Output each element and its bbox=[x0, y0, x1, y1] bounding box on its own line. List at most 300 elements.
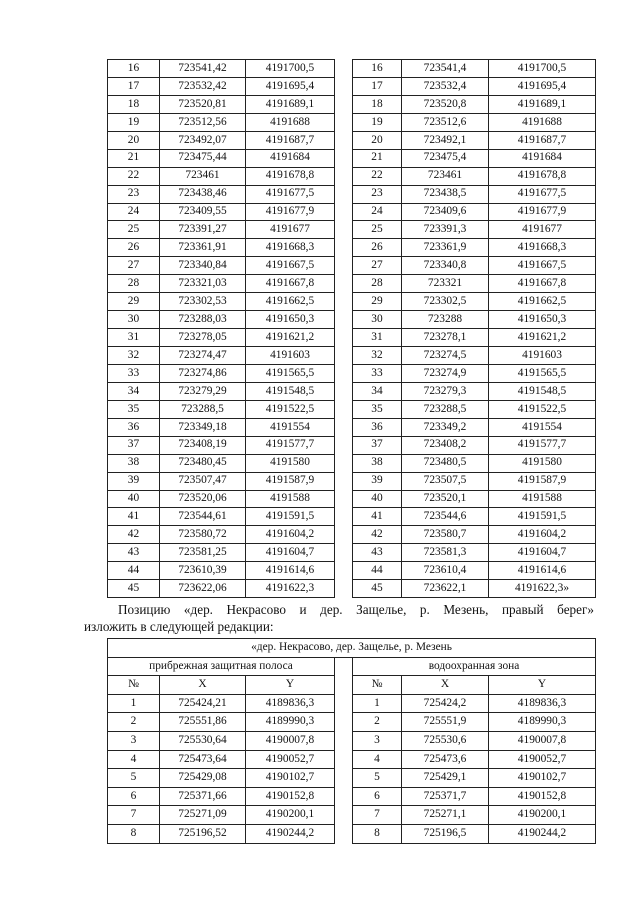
right-y-coordinate: 4191577,7 bbox=[489, 436, 596, 454]
column-header-row bbox=[108, 676, 596, 695]
left-y-coordinate: 4191604,7 bbox=[246, 544, 335, 562]
right-y-coordinate: 4191677,9 bbox=[489, 203, 596, 221]
right-x-coordinate: 723274,5 bbox=[402, 347, 489, 365]
header-y: Y bbox=[246, 676, 335, 695]
table-row bbox=[108, 347, 596, 365]
left-y-coordinate: 4191622,3 bbox=[246, 580, 335, 598]
left-y-coordinate: 4191522,5 bbox=[246, 400, 335, 418]
right-y-coordinate: 4191695,4 bbox=[489, 77, 596, 95]
right-x-coordinate: 723610,4 bbox=[402, 562, 489, 580]
header-number: № bbox=[108, 676, 160, 695]
left-point-number: 27 bbox=[108, 257, 160, 275]
column-gap bbox=[335, 436, 353, 454]
left-x-coordinate: 723288,03 bbox=[160, 311, 246, 329]
left-point-number: 38 bbox=[108, 454, 160, 472]
column-gap bbox=[335, 364, 353, 382]
left-point-number: 21 bbox=[108, 149, 160, 167]
left-x-coordinate: 723610,39 bbox=[160, 562, 246, 580]
right-point-number: 35 bbox=[353, 400, 402, 418]
header-number: № bbox=[353, 676, 402, 695]
right-point-number: 18 bbox=[353, 95, 402, 113]
left-zone-header: прибрежная защитная полоса bbox=[108, 657, 335, 676]
right-point-number: 36 bbox=[353, 418, 402, 436]
left-point-number: 36 bbox=[108, 418, 160, 436]
left-y-coordinate: 4191614,6 bbox=[246, 562, 335, 580]
left-x-coordinate: 723520,06 bbox=[160, 490, 246, 508]
right-x-coordinate: 725530,6 bbox=[402, 731, 489, 750]
right-x-coordinate: 725473,6 bbox=[402, 750, 489, 769]
header-x: X bbox=[160, 676, 246, 695]
left-point-number: 19 bbox=[108, 113, 160, 131]
right-y-coordinate: 4189990,3 bbox=[489, 713, 596, 732]
left-x-coordinate: 723408,19 bbox=[160, 436, 246, 454]
right-x-coordinate: 723580,7 bbox=[402, 526, 489, 544]
right-x-coordinate: 723480,5 bbox=[402, 454, 489, 472]
right-x-coordinate: 723408,2 bbox=[402, 436, 489, 454]
right-point-number: 29 bbox=[353, 293, 402, 311]
table-row bbox=[108, 544, 596, 562]
right-x-coordinate: 723302,5 bbox=[402, 293, 489, 311]
right-y-coordinate: 4191700,5 bbox=[489, 60, 596, 78]
left-y-coordinate: 4191621,2 bbox=[246, 329, 335, 347]
left-point-number: 40 bbox=[108, 490, 160, 508]
paragraph-line-2: изложить в следующей редакции: bbox=[84, 619, 274, 634]
right-x-coordinate: 725371,7 bbox=[402, 787, 489, 806]
right-point-number: 1 bbox=[353, 694, 402, 713]
coordinates-table-continued bbox=[107, 59, 596, 598]
right-x-coordinate: 725429,1 bbox=[402, 769, 489, 788]
table-row bbox=[108, 311, 596, 329]
table-row bbox=[108, 454, 596, 472]
column-gap bbox=[335, 203, 353, 221]
column-gap bbox=[335, 713, 353, 732]
table-row bbox=[108, 418, 596, 436]
right-y-coordinate: 4191588 bbox=[489, 490, 596, 508]
right-x-coordinate: 723532,4 bbox=[402, 77, 489, 95]
column-gap bbox=[335, 508, 353, 526]
right-x-coordinate: 723278,1 bbox=[402, 329, 489, 347]
table-title-row bbox=[108, 639, 596, 658]
right-y-coordinate: 4191604,7 bbox=[489, 544, 596, 562]
right-x-coordinate: 723288,5 bbox=[402, 400, 489, 418]
coordinates-table-body bbox=[108, 60, 596, 598]
left-y-coordinate: 4191677,9 bbox=[246, 203, 335, 221]
right-point-number: 27 bbox=[353, 257, 402, 275]
table-row bbox=[108, 806, 596, 825]
right-x-coordinate: 723507,5 bbox=[402, 472, 489, 490]
right-point-number: 38 bbox=[353, 454, 402, 472]
left-point-number: 7 bbox=[108, 806, 160, 825]
column-gap bbox=[335, 769, 353, 788]
column-gap bbox=[335, 131, 353, 149]
right-x-coordinate: 723544,6 bbox=[402, 508, 489, 526]
table-row bbox=[108, 149, 596, 167]
left-x-coordinate: 723520,81 bbox=[160, 95, 246, 113]
right-y-coordinate: 4191522,5 bbox=[489, 400, 596, 418]
left-point-number: 2 bbox=[108, 713, 160, 732]
left-y-coordinate: 4191688 bbox=[246, 113, 335, 131]
right-x-coordinate: 725196,5 bbox=[402, 824, 489, 843]
left-point-number: 34 bbox=[108, 382, 160, 400]
left-x-coordinate: 723581,25 bbox=[160, 544, 246, 562]
table-row bbox=[108, 731, 596, 750]
right-point-number: 43 bbox=[353, 544, 402, 562]
left-y-coordinate: 4191668,3 bbox=[246, 239, 335, 257]
column-gap bbox=[335, 275, 353, 293]
left-x-coordinate: 723480,45 bbox=[160, 454, 246, 472]
left-point-number: 17 bbox=[108, 77, 160, 95]
right-y-coordinate: 4191678,8 bbox=[489, 167, 596, 185]
left-y-coordinate: 4191565,5 bbox=[246, 364, 335, 382]
right-y-coordinate: 4190007,8 bbox=[489, 731, 596, 750]
left-x-coordinate: 723391,27 bbox=[160, 221, 246, 239]
column-gap bbox=[335, 750, 353, 769]
right-y-coordinate: 4191587,9 bbox=[489, 472, 596, 490]
right-y-coordinate: 4191688 bbox=[489, 113, 596, 131]
table-row bbox=[108, 239, 596, 257]
left-y-coordinate: 4191667,5 bbox=[246, 257, 335, 275]
left-y-coordinate: 4190200,1 bbox=[246, 806, 335, 825]
right-y-coordinate: 4189836,3 bbox=[489, 694, 596, 713]
left-y-coordinate: 4190102,7 bbox=[246, 769, 335, 788]
right-x-coordinate: 723541,4 bbox=[402, 60, 489, 78]
table-row bbox=[108, 382, 596, 400]
table-row bbox=[108, 769, 596, 788]
right-y-coordinate: 4191650,3 bbox=[489, 311, 596, 329]
right-x-coordinate: 723361,9 bbox=[402, 239, 489, 257]
table-row bbox=[108, 526, 596, 544]
left-y-coordinate: 4191587,9 bbox=[246, 472, 335, 490]
left-x-coordinate: 723288,5 bbox=[160, 400, 246, 418]
left-y-coordinate: 4191695,4 bbox=[246, 77, 335, 95]
right-point-number: 30 bbox=[353, 311, 402, 329]
right-x-coordinate: 723340,8 bbox=[402, 257, 489, 275]
left-y-coordinate: 4190152,8 bbox=[246, 787, 335, 806]
right-point-number: 39 bbox=[353, 472, 402, 490]
right-y-coordinate: 4190200,1 bbox=[489, 806, 596, 825]
left-x-coordinate: 725530,64 bbox=[160, 731, 246, 750]
left-x-coordinate: 723461 bbox=[160, 167, 246, 185]
table-row bbox=[108, 508, 596, 526]
right-y-coordinate: 4190052,7 bbox=[489, 750, 596, 769]
left-y-coordinate: 4190244,2 bbox=[246, 824, 335, 843]
left-x-coordinate: 723409,55 bbox=[160, 203, 246, 221]
left-point-number: 37 bbox=[108, 436, 160, 454]
table-row bbox=[108, 203, 596, 221]
right-x-coordinate: 723461 bbox=[402, 167, 489, 185]
left-y-coordinate: 4191684 bbox=[246, 149, 335, 167]
left-x-coordinate: 725196,52 bbox=[160, 824, 246, 843]
right-y-coordinate: 4191548,5 bbox=[489, 382, 596, 400]
table-row bbox=[108, 787, 596, 806]
header-x: X bbox=[402, 676, 489, 695]
left-x-coordinate: 723532,42 bbox=[160, 77, 246, 95]
left-x-coordinate: 723274,86 bbox=[160, 364, 246, 382]
left-y-coordinate: 4191687,7 bbox=[246, 131, 335, 149]
right-x-coordinate: 723349,2 bbox=[402, 418, 489, 436]
left-x-coordinate: 723512,56 bbox=[160, 113, 246, 131]
right-x-coordinate: 723520,8 bbox=[402, 95, 489, 113]
right-y-coordinate: 4190244,2 bbox=[489, 824, 596, 843]
left-x-coordinate: 723541,42 bbox=[160, 60, 246, 78]
right-point-number: 45 bbox=[353, 580, 402, 598]
right-point-number: 25 bbox=[353, 221, 402, 239]
table-row bbox=[108, 275, 596, 293]
left-x-coordinate: 725271,09 bbox=[160, 806, 246, 825]
table-row bbox=[108, 77, 596, 95]
right-point-number: 40 bbox=[353, 490, 402, 508]
left-x-coordinate: 725429,08 bbox=[160, 769, 246, 788]
table-row bbox=[108, 113, 596, 131]
left-point-number: 45 bbox=[108, 580, 160, 598]
table-row bbox=[108, 364, 596, 382]
right-point-number: 6 bbox=[353, 787, 402, 806]
left-point-number: 22 bbox=[108, 167, 160, 185]
left-y-coordinate: 4191677,5 bbox=[246, 185, 335, 203]
right-x-coordinate: 723279,3 bbox=[402, 382, 489, 400]
left-x-coordinate: 723507,47 bbox=[160, 472, 246, 490]
right-y-coordinate: 4191580 bbox=[489, 454, 596, 472]
right-y-coordinate: 4191677,5 bbox=[489, 185, 596, 203]
right-y-coordinate: 4191667,5 bbox=[489, 257, 596, 275]
left-y-coordinate: 4191700,5 bbox=[246, 60, 335, 78]
table-row bbox=[108, 824, 596, 843]
left-point-number: 16 bbox=[108, 60, 160, 78]
left-y-coordinate: 4191662,5 bbox=[246, 293, 335, 311]
left-x-coordinate: 723580,72 bbox=[160, 526, 246, 544]
column-gap bbox=[335, 676, 353, 695]
right-point-number: 7 bbox=[353, 806, 402, 825]
right-point-number: 31 bbox=[353, 329, 402, 347]
table-row bbox=[108, 95, 596, 113]
table-row bbox=[108, 221, 596, 239]
left-point-number: 8 bbox=[108, 824, 160, 843]
table-row bbox=[108, 694, 596, 713]
right-point-number: 33 bbox=[353, 364, 402, 382]
right-x-coordinate: 723288 bbox=[402, 311, 489, 329]
column-gap bbox=[335, 382, 353, 400]
left-y-coordinate: 4190007,8 bbox=[246, 731, 335, 750]
left-point-number: 32 bbox=[108, 347, 160, 365]
left-point-number: 28 bbox=[108, 275, 160, 293]
right-y-coordinate: 4191684 bbox=[489, 149, 596, 167]
left-x-coordinate: 723544,61 bbox=[160, 508, 246, 526]
right-x-coordinate: 723475,4 bbox=[402, 149, 489, 167]
column-gap bbox=[335, 77, 353, 95]
left-y-coordinate: 4191650,3 bbox=[246, 311, 335, 329]
table-title: «дер. Некрасово, дер. Защелье, р. Мезень bbox=[108, 639, 596, 658]
left-point-number: 33 bbox=[108, 364, 160, 382]
table-row bbox=[108, 60, 596, 78]
right-y-coordinate: 4191604,2 bbox=[489, 526, 596, 544]
right-x-coordinate: 725271,1 bbox=[402, 806, 489, 825]
right-y-coordinate: 4191622,3» bbox=[489, 580, 596, 598]
left-y-coordinate: 4191580 bbox=[246, 454, 335, 472]
column-gap bbox=[335, 562, 353, 580]
left-y-coordinate: 4191591,5 bbox=[246, 508, 335, 526]
left-y-coordinate: 4191548,5 bbox=[246, 382, 335, 400]
column-gap bbox=[335, 490, 353, 508]
column-gap bbox=[335, 400, 353, 418]
paragraph-line-1: Позицию «дер. Некрасово и дер. Защелье, р. Мезень, правый берег» bbox=[118, 602, 594, 617]
right-x-coordinate: 723512,6 bbox=[402, 113, 489, 131]
table-row bbox=[108, 400, 596, 418]
table-row bbox=[108, 293, 596, 311]
left-x-coordinate: 723622,06 bbox=[160, 580, 246, 598]
left-y-coordinate: 4191667,8 bbox=[246, 275, 335, 293]
column-gap bbox=[335, 167, 353, 185]
column-gap bbox=[335, 418, 353, 436]
left-point-number: 39 bbox=[108, 472, 160, 490]
right-x-coordinate: 723274,9 bbox=[402, 364, 489, 382]
right-point-number: 37 bbox=[353, 436, 402, 454]
right-x-coordinate: 723438,5 bbox=[402, 185, 489, 203]
table-row bbox=[108, 131, 596, 149]
right-point-number: 5 bbox=[353, 769, 402, 788]
left-x-coordinate: 725424,21 bbox=[160, 694, 246, 713]
table-row bbox=[108, 329, 596, 347]
left-x-coordinate: 723475,44 bbox=[160, 149, 246, 167]
right-y-coordinate: 4191554 bbox=[489, 418, 596, 436]
left-point-number: 35 bbox=[108, 400, 160, 418]
table-row bbox=[108, 167, 596, 185]
left-point-number: 5 bbox=[108, 769, 160, 788]
table-row bbox=[108, 436, 596, 454]
left-y-coordinate: 4191577,7 bbox=[246, 436, 335, 454]
column-gap bbox=[335, 580, 353, 598]
right-x-coordinate: 725424,2 bbox=[402, 694, 489, 713]
right-y-coordinate: 4190152,8 bbox=[489, 787, 596, 806]
right-y-coordinate: 4190102,7 bbox=[489, 769, 596, 788]
left-x-coordinate: 723438,46 bbox=[160, 185, 246, 203]
right-point-number: 16 bbox=[353, 60, 402, 78]
left-y-coordinate: 4191603 bbox=[246, 347, 335, 365]
column-gap bbox=[335, 787, 353, 806]
left-y-coordinate: 4191604,2 bbox=[246, 526, 335, 544]
right-point-number: 4 bbox=[353, 750, 402, 769]
left-point-number: 1 bbox=[108, 694, 160, 713]
right-point-number: 19 bbox=[353, 113, 402, 131]
left-x-coordinate: 723340,84 bbox=[160, 257, 246, 275]
left-y-coordinate: 4191678,8 bbox=[246, 167, 335, 185]
right-y-coordinate: 4191591,5 bbox=[489, 508, 596, 526]
left-x-coordinate: 723278,05 bbox=[160, 329, 246, 347]
left-x-coordinate: 723302,53 bbox=[160, 293, 246, 311]
table-row bbox=[108, 185, 596, 203]
column-gap bbox=[335, 806, 353, 825]
column-gap bbox=[335, 257, 353, 275]
new-position-table bbox=[107, 638, 596, 844]
right-y-coordinate: 4191621,2 bbox=[489, 329, 596, 347]
zone-header-row bbox=[108, 657, 596, 676]
table-row bbox=[108, 472, 596, 490]
right-point-number: 20 bbox=[353, 131, 402, 149]
right-y-coordinate: 4191614,6 bbox=[489, 562, 596, 580]
right-zone-header: водоохранная зона bbox=[353, 657, 596, 676]
left-y-coordinate: 4191689,1 bbox=[246, 95, 335, 113]
right-y-coordinate: 4191662,5 bbox=[489, 293, 596, 311]
left-x-coordinate: 723274,47 bbox=[160, 347, 246, 365]
left-point-number: 41 bbox=[108, 508, 160, 526]
column-gap bbox=[335, 60, 353, 78]
column-gap bbox=[335, 544, 353, 562]
left-x-coordinate: 725551,86 bbox=[160, 713, 246, 732]
left-x-coordinate: 725473,64 bbox=[160, 750, 246, 769]
right-point-number: 22 bbox=[353, 167, 402, 185]
right-point-number: 41 bbox=[353, 508, 402, 526]
right-point-number: 3 bbox=[353, 731, 402, 750]
left-point-number: 30 bbox=[108, 311, 160, 329]
left-point-number: 18 bbox=[108, 95, 160, 113]
column-gap bbox=[335, 311, 353, 329]
left-point-number: 31 bbox=[108, 329, 160, 347]
left-point-number: 24 bbox=[108, 203, 160, 221]
left-point-number: 44 bbox=[108, 562, 160, 580]
column-gap bbox=[335, 185, 353, 203]
column-gap bbox=[335, 347, 353, 365]
column-gap bbox=[335, 113, 353, 131]
column-gap bbox=[335, 657, 353, 676]
left-y-coordinate: 4191677 bbox=[246, 221, 335, 239]
right-point-number: 2 bbox=[353, 713, 402, 732]
column-gap bbox=[335, 293, 353, 311]
right-point-number: 34 bbox=[353, 382, 402, 400]
left-point-number: 42 bbox=[108, 526, 160, 544]
left-y-coordinate: 4191588 bbox=[246, 490, 335, 508]
right-y-coordinate: 4191668,3 bbox=[489, 239, 596, 257]
right-point-number: 42 bbox=[353, 526, 402, 544]
right-point-number: 24 bbox=[353, 203, 402, 221]
right-x-coordinate: 723581,3 bbox=[402, 544, 489, 562]
left-x-coordinate: 723361,91 bbox=[160, 239, 246, 257]
table-row bbox=[108, 562, 596, 580]
right-y-coordinate: 4191689,1 bbox=[489, 95, 596, 113]
right-y-coordinate: 4191565,5 bbox=[489, 364, 596, 382]
right-point-number: 26 bbox=[353, 239, 402, 257]
table-row bbox=[108, 750, 596, 769]
column-gap bbox=[335, 472, 353, 490]
right-y-coordinate: 4191677 bbox=[489, 221, 596, 239]
right-x-coordinate: 723409,6 bbox=[402, 203, 489, 221]
right-point-number: 21 bbox=[353, 149, 402, 167]
table-row bbox=[108, 257, 596, 275]
right-y-coordinate: 4191687,7 bbox=[489, 131, 596, 149]
left-point-number: 6 bbox=[108, 787, 160, 806]
left-x-coordinate: 725371,66 bbox=[160, 787, 246, 806]
left-x-coordinate: 723349,18 bbox=[160, 418, 246, 436]
left-point-number: 29 bbox=[108, 293, 160, 311]
right-x-coordinate: 723520,1 bbox=[402, 490, 489, 508]
left-point-number: 4 bbox=[108, 750, 160, 769]
right-point-number: 32 bbox=[353, 347, 402, 365]
column-gap bbox=[335, 221, 353, 239]
column-gap bbox=[335, 694, 353, 713]
right-point-number: 17 bbox=[353, 77, 402, 95]
column-gap bbox=[335, 95, 353, 113]
right-x-coordinate: 723622,1 bbox=[402, 580, 489, 598]
column-gap bbox=[335, 239, 353, 257]
table-row bbox=[108, 490, 596, 508]
left-y-coordinate: 4191554 bbox=[246, 418, 335, 436]
left-x-coordinate: 723321,03 bbox=[160, 275, 246, 293]
amendment-paragraph bbox=[84, 601, 594, 635]
left-point-number: 43 bbox=[108, 544, 160, 562]
header-y: Y bbox=[489, 676, 596, 695]
right-y-coordinate: 4191667,8 bbox=[489, 275, 596, 293]
column-gap bbox=[335, 824, 353, 843]
right-x-coordinate: 725551,9 bbox=[402, 713, 489, 732]
right-point-number: 8 bbox=[353, 824, 402, 843]
